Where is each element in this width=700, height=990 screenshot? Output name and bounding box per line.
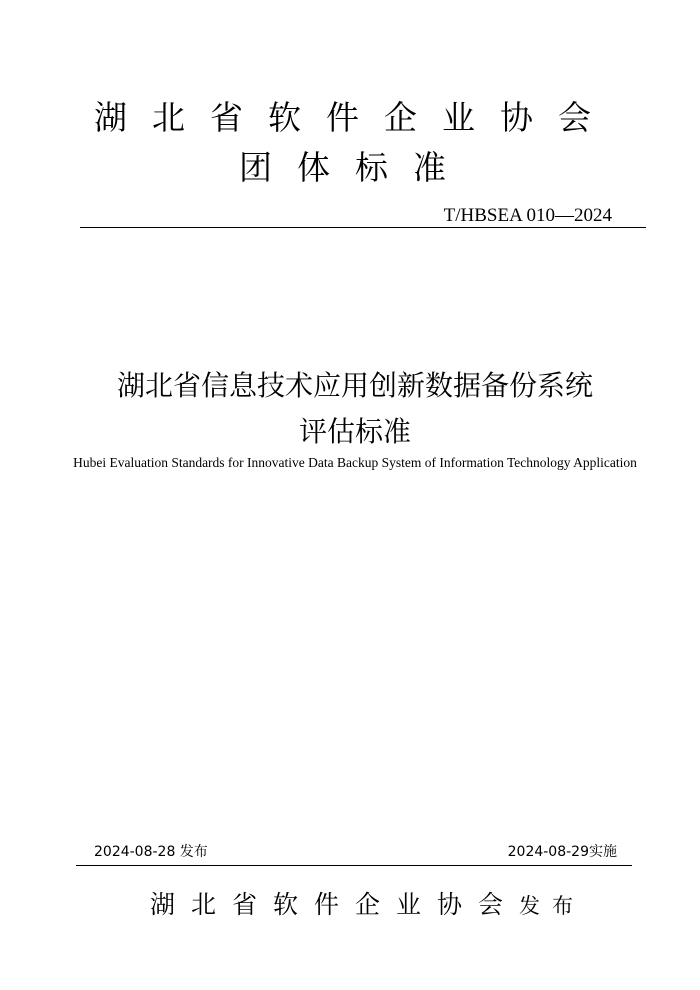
document-title-en: Hubei Evaluation Standards for Innovative Data Backup System of Information Technology Application — [73, 455, 637, 470]
issuing-organization-heading: 湖北省软件企业协会 — [94, 98, 616, 137]
footer-publish-label: 发布 — [519, 894, 586, 918]
implementation-date: 2024-08-29实施 — [507, 844, 617, 860]
document-title-cn-line2: 评估标准 — [298, 415, 411, 448]
footer-divider — [76, 865, 632, 866]
document-title-cn-line1: 湖北省信息技术应用创新数据备份系统 — [116, 369, 593, 402]
standard-code: T/HBSEA 010—2024 — [443, 205, 612, 226]
footer-organization: 湖北省软件企业协会 — [150, 890, 520, 919]
footer-publisher — [150, 888, 585, 925]
standard-type-heading: 团体标准 — [239, 148, 471, 187]
header-divider — [80, 227, 646, 228]
publish-date: 2024-08-28 发布 — [94, 844, 208, 860]
